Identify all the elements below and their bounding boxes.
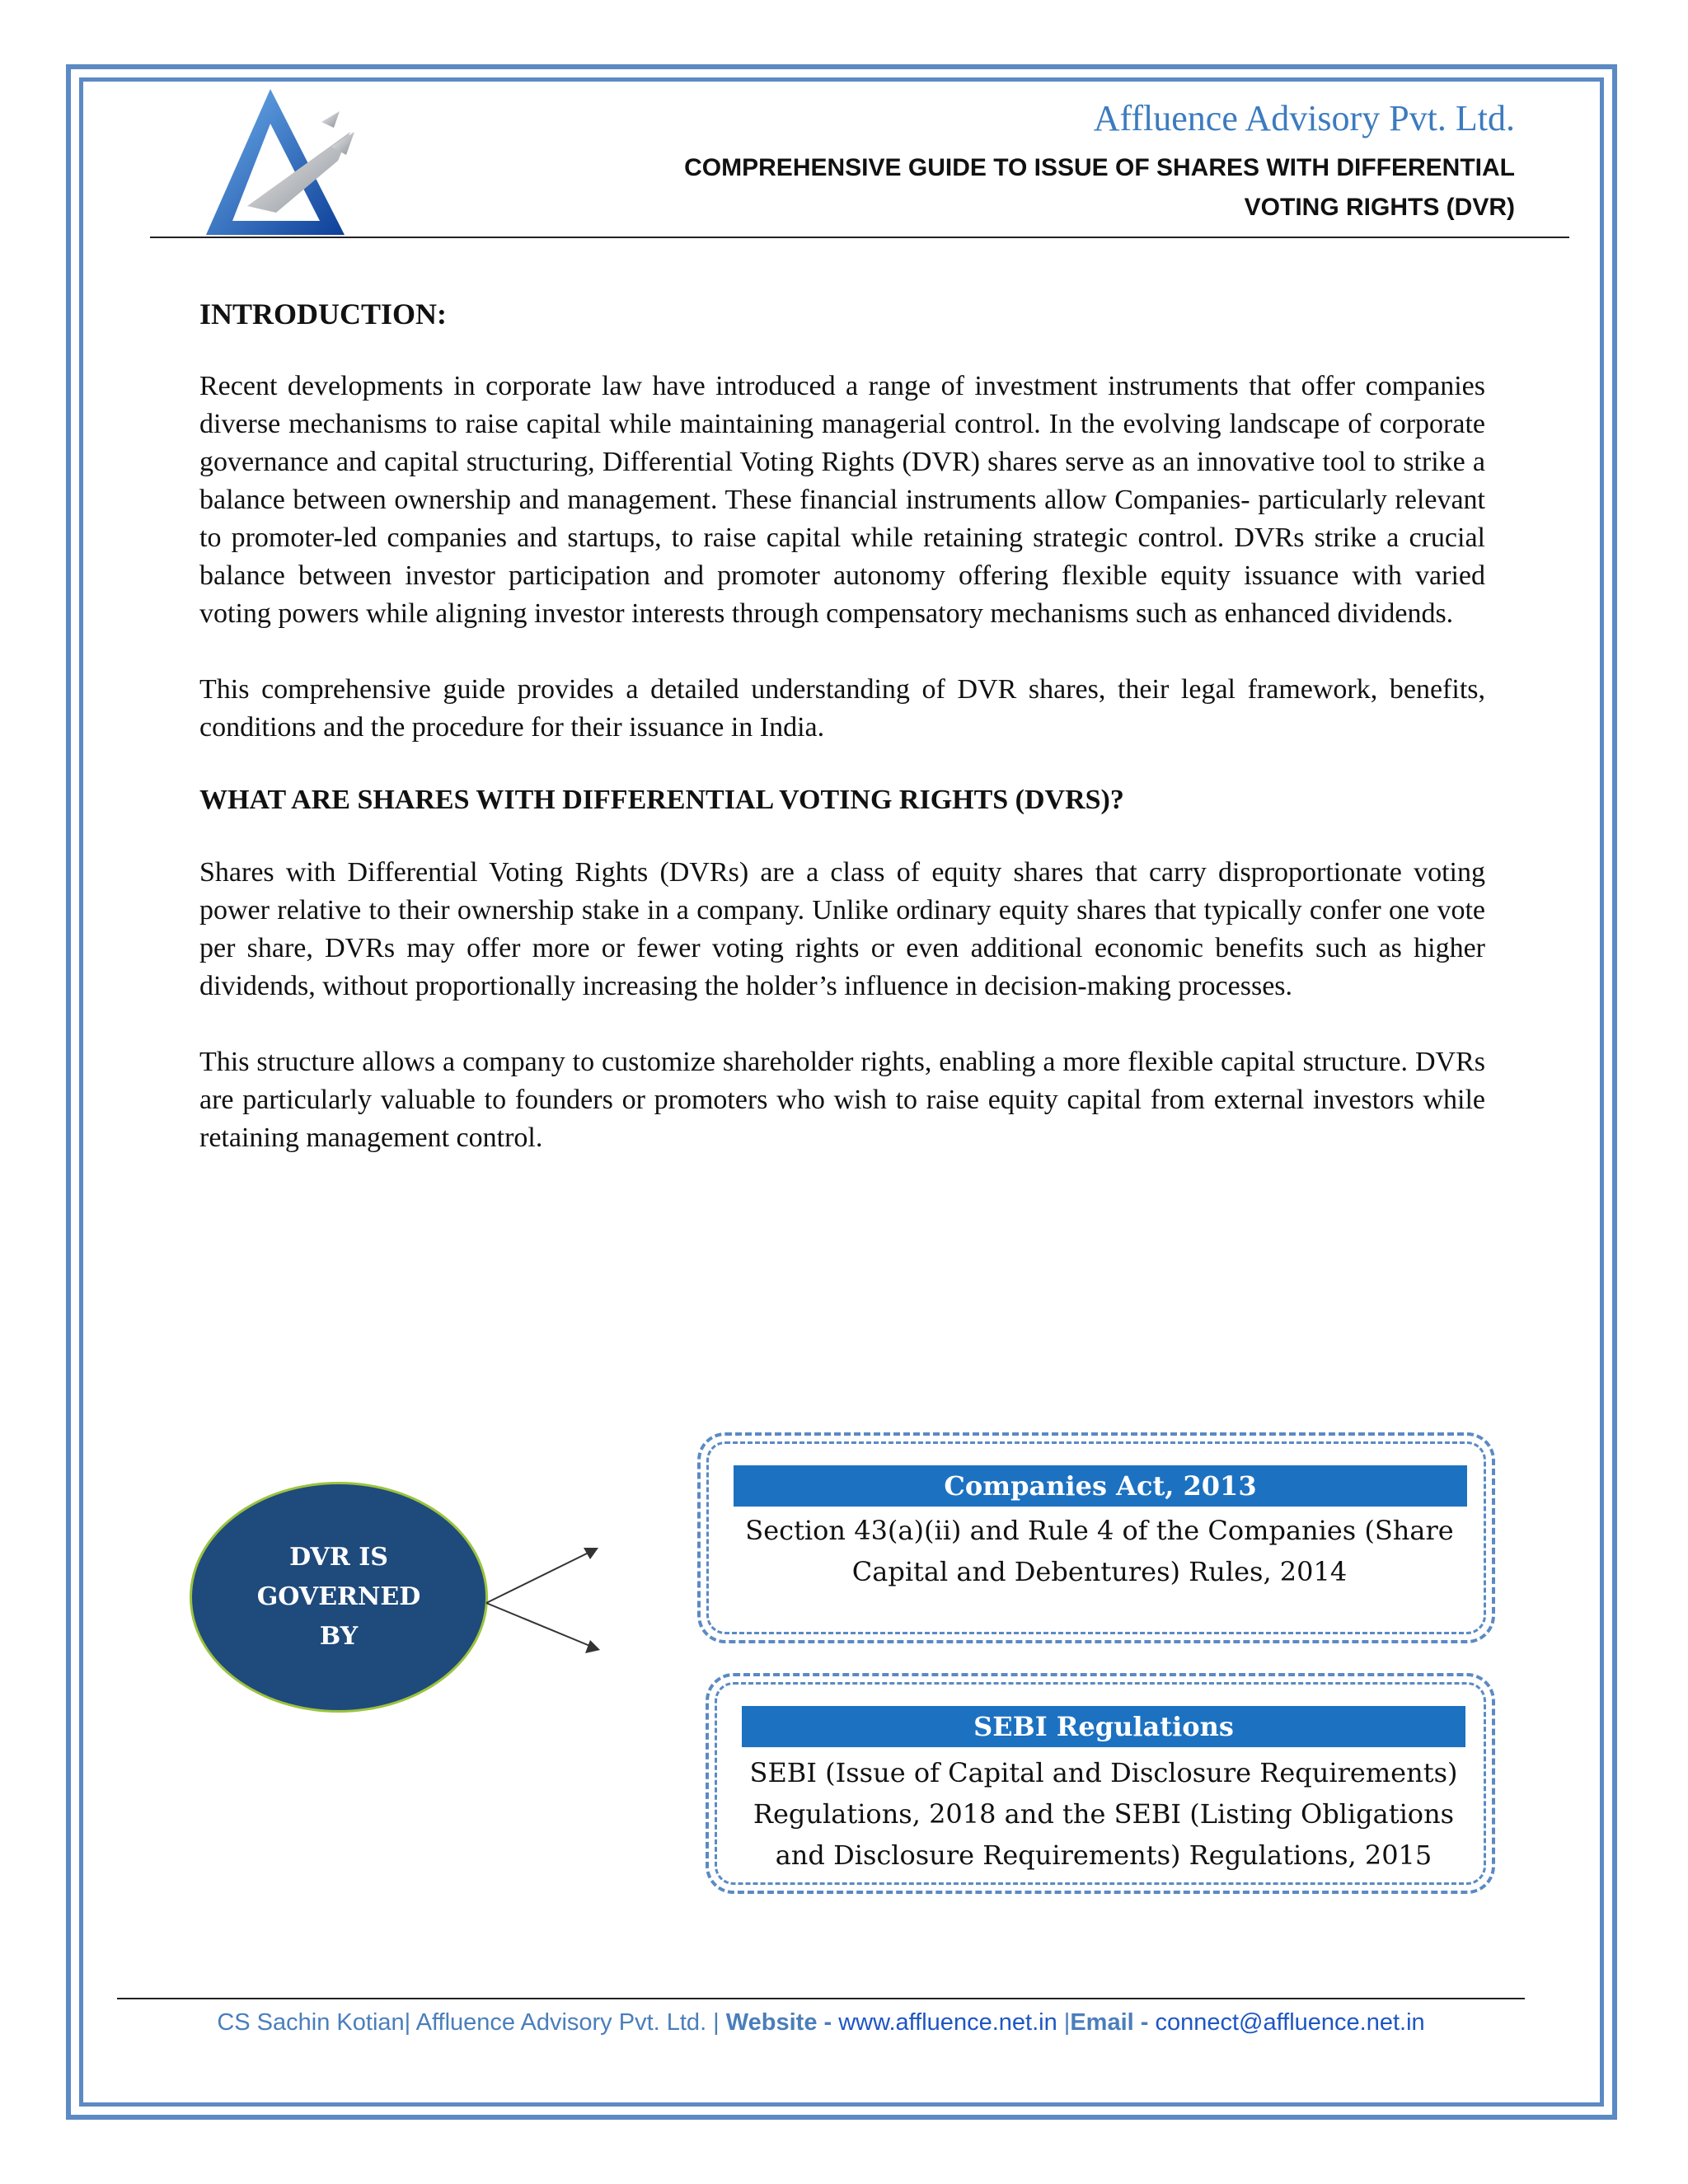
dvr-governed-by-node bbox=[190, 1482, 488, 1713]
main-content bbox=[199, 297, 1485, 1195]
sebi-regulations-text: SEBI (Issue of Capital and Disclosure Requirements) Regulations, 2018 and the SEBI (Listing Obligations and Disclosure Requirements) Regulations, 2015 bbox=[749, 1757, 1458, 1871]
node-label-line1: DVR IS bbox=[289, 1543, 388, 1572]
intro-heading: INTRODUCTION: bbox=[199, 298, 448, 330]
document-title-line1: COMPREHENSIVE GUIDE TO ISSUE OF SHARES WITH DIFFERENTIAL bbox=[684, 154, 1515, 181]
footer-website-label: Website - bbox=[725, 2009, 832, 2036]
node-label-line3: BY bbox=[319, 1622, 359, 1651]
footer-author: CS Sachin Kotian| Affluence Advisory Pvt. Ltd. | bbox=[217, 2009, 720, 2036]
footer-divider bbox=[117, 1998, 1525, 1999]
header-divider bbox=[150, 237, 1569, 238]
connector-arrows bbox=[478, 1541, 610, 1665]
dvr-section-heading: WHAT ARE SHARES WITH DIFFERENTIAL VOTING RIGHTS (DVRS)? bbox=[199, 785, 1124, 815]
companies-act-text: Section 43(a)(ii) and Rule 4 of the Companies (Share Capital and Debentures) Rules, 2014 bbox=[745, 1515, 1454, 1587]
companies-act-box bbox=[697, 1432, 1495, 1643]
dvr-paragraph-1: Shares with Differential Voting Rights (DVRs) are a class of equity shares that carry disproportionate voting power relative to their ownership stake in a company. Unlike ordinary equity shares that typically confer one vote per share, DVRs may offer more or fewer voting rights or even additional economic benefits such as higher dividends, without proportionally increasing the holder’s influence in decision-making processes. bbox=[199, 857, 1485, 1001]
document-title bbox=[526, 148, 1515, 227]
document-title-line2: VOTING RIGHTS (DVR) bbox=[1244, 194, 1515, 221]
footer-email-label: Email - bbox=[1070, 2009, 1149, 2036]
companies-act-title: Companies Act, 2013 bbox=[734, 1465, 1467, 1507]
sebi-regulations-title: SEBI Regulations bbox=[742, 1706, 1465, 1747]
footer-separator: | bbox=[1063, 2009, 1071, 2036]
footer bbox=[117, 2009, 1525, 2036]
node-label-line2: GOVERNED bbox=[256, 1582, 421, 1611]
company-logo bbox=[198, 82, 363, 239]
intro-paragraph-1: Recent developments in corporate law have introduced a range of investment instruments that offer companies diverse mechanisms to raise capital while maintaining managerial control. In the evolving landscape of corporate governance and capital structuring, Differential Voting Rights (DVR) shares serve as an innovative tool to strike a balance between ownership and management. These financial instruments allow Companies- particularly relevant to promoter-led companies and startups, to raise capital while retaining strategic control. DVRs strike a crucial balance between investor participation and promoter autonomy offering flexible equity issuance with varied voting powers while aligning investor interests through compensatory mechanisms such as enhanced dividends. bbox=[199, 371, 1485, 629]
sebi-regulations-box bbox=[706, 1673, 1495, 1894]
intro-paragraph-2: This comprehensive guide provides a detailed understanding of DVR shares, their legal framework, benefits, conditions and the procedure for their issuance in India. bbox=[199, 674, 1485, 743]
dvr-paragraph-2: This structure allows a company to customize shareholder rights, enabling a more flexible capital structure. DVRs are particularly valuable to founders or promoters who wish to raise equity capital from external investors while retaining management control. bbox=[199, 1047, 1485, 1153]
footer-website-link[interactable]: www.affluence.net.in bbox=[838, 2009, 1057, 2036]
footer-email-link[interactable]: connect@affluence.net.in bbox=[1155, 2009, 1425, 2036]
company-name: Affluence Advisory Pvt. Ltd. bbox=[1093, 98, 1515, 138]
